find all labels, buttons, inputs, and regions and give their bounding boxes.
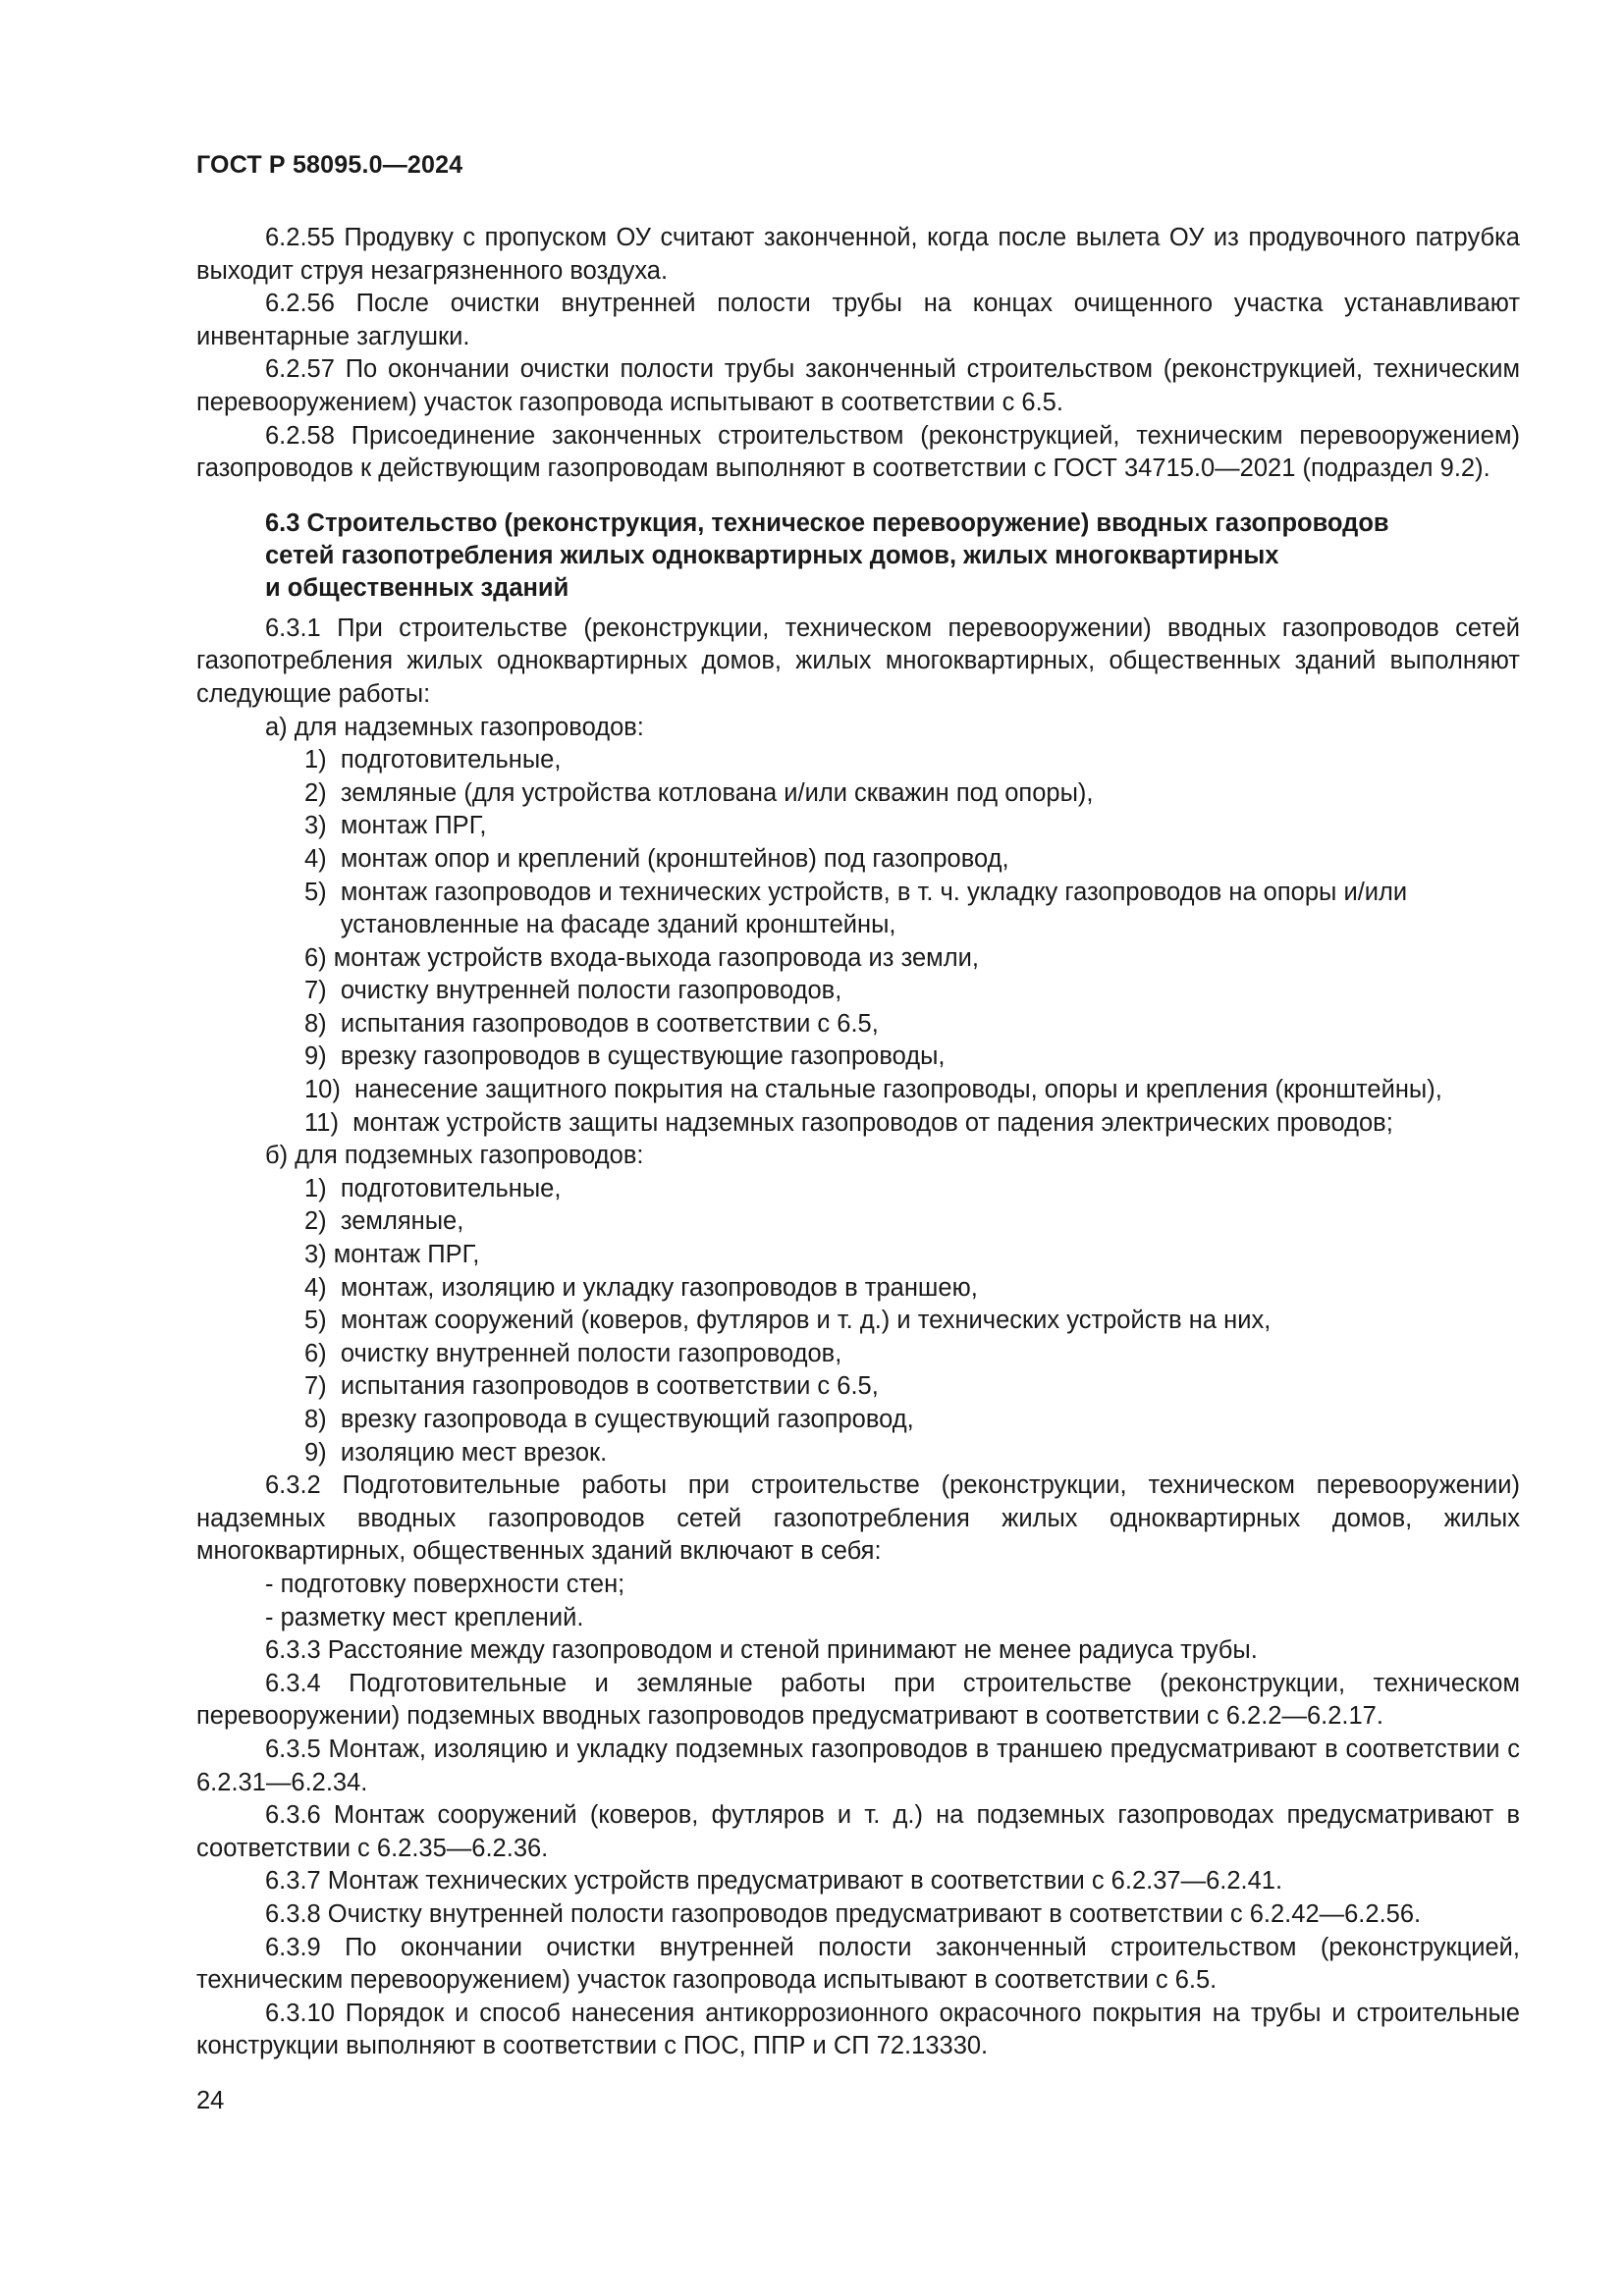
page-number: 24 [196, 2087, 225, 2114]
list-item-number: 6) [304, 1339, 341, 1367]
list-item [304, 1305, 1520, 1338]
list-item-text: нанесение защитного покрытия на стальные газопроводы, опоры и крепления (кронштейны), [354, 1076, 1442, 1104]
paragraph-6-3-9: 6.3.9 По окончании очистки внутренней полости законченный строительством (реконструкцией, техническим перевооружением) участок газопровода испытывают в соответствии с 6.5. [196, 1933, 1520, 1995]
section-heading-line: сетей газопотребления жилых одноквартирных домов, жилых многоквартирных [265, 541, 1279, 569]
list-item-number: 1) [304, 746, 341, 774]
list-item-number: 1) [304, 1174, 341, 1202]
section-heading-line: и общественных зданий [265, 573, 569, 602]
paragraph-6-3-2: 6.3.2 Подготовительные работы при строительстве (реконструкции, техническом перевооружении) надземных вводных газопроводов сетей газопотребления жилых одноквартирных домов, жилых многоквартирных, общественных зданий включают в себя: [196, 1471, 1520, 1566]
list-item [304, 1404, 1520, 1437]
list-item-text: очистку внутренней полости газопроводов, [340, 1339, 842, 1367]
section-heading-line: 6.3 Строительство (реконструкция, техническое перевооружение) вводных газопроводов [265, 508, 1389, 537]
list-item [304, 1437, 1520, 1470]
list-a-label: а) для надземных газопроводов: [265, 713, 644, 741]
list-item-text: врезку газопровода в существующий газопровод, [340, 1406, 914, 1433]
list-item [304, 975, 1520, 1008]
list-item-number: 4) [304, 844, 341, 873]
list-item [304, 1074, 1520, 1107]
list-item [304, 1370, 1520, 1404]
list-item-text: монтаж сооружений (коверов, футляров и т. д.) и технических устройств на них, [340, 1307, 1272, 1335]
document-header: ГОСТ Р 58095.0—2024 [196, 151, 463, 179]
dash-item: - подготовку поверхности стен; [265, 1570, 625, 1598]
paragraph-6-3-8: 6.3.8 Очистку внутренней полости газопроводов предусматривают в соответствии с 6.2.42—6.2.56. [265, 1899, 1422, 1928]
paragraph-6-3-1: 6.3.1 При строительстве (реконструкции, техническом перевооружении) вводных газопроводов сетей газопотребления жилых одноквартирных домов, жилых многоквартирных, общественных зданий выполняют следующие работы: [196, 614, 1520, 708]
paragraph-6-3-5: 6.3.5 Монтаж, изоляцию и укладку подземных газопроводов в траншею предусматривают в соответствии с 6.2.31—6.2.34. [196, 1735, 1520, 1796]
list-item [304, 1205, 1520, 1239]
list-item-text: монтаж, изоляцию и укладку газопроводов в траншею, [340, 1273, 978, 1302]
paragraph-6-3-10: 6.3.10 Порядок и способ нанесения антикоррозионного окрасочного покрытия на трубы и строительные конструкции выполняют в соответствии с ПОС, ППР и СП 72.13330. [196, 1999, 1520, 2060]
list-a [196, 744, 1520, 1140]
list-item-number: 5) [304, 1307, 341, 1335]
list-item [304, 877, 1520, 942]
list-item-number: 4) [304, 1273, 341, 1302]
list-item-number: 5) [304, 878, 341, 906]
list-item-number: 8) [304, 1406, 341, 1433]
list-item [304, 1173, 1520, 1206]
list-item [304, 1041, 1520, 1074]
list-item-text: изоляцию мест врезок. [340, 1438, 608, 1467]
list-item-text: очистку внутренней полости газопроводов, [340, 977, 842, 1005]
list-item-number: 2) [304, 1207, 341, 1236]
list-item [304, 843, 1520, 877]
list-item-number: 7) [304, 1372, 341, 1401]
list-item-text: земляные, [340, 1207, 464, 1236]
list-item-number: 11) [304, 1108, 353, 1137]
list-item [304, 1107, 1520, 1141]
list-item-number: 3) [304, 1241, 334, 1269]
paragraph-6-2-55: 6.2.55 Продувку с пропуском ОУ считают законченной, когда после вылета ОУ из продувочного патрубка выходит струя незагрязненного воздуха. [196, 224, 1520, 285]
paragraph-6-3-6: 6.3.6 Монтаж сооружений (коверов, футляров и т. д.) на подземных газопроводах предусматривают в соответствии с 6.2.35—6.2.36. [196, 1801, 1520, 1862]
list-item-text: подготовительные, [340, 1174, 562, 1202]
paragraph-6-2-57: 6.2.57 По окончании очистки полости трубы законченный строительством (реконструкцией, техническим перевооружением) участок газопровода испытывают в соответствии с 6.5. [196, 355, 1520, 416]
paragraph-6-3-4: 6.3.4 Подготовительные и земляные работы при строительстве (реконструкции, техническом перевооружении) подземных вводных газопроводов предусматривают в соответствии с 6.2.2—6.2.17. [196, 1669, 1520, 1731]
list-item [304, 1239, 1520, 1272]
list-item-text: монтаж опор и креплений (кронштейнов) под газопровод, [340, 844, 1009, 873]
list-item-number: 2) [304, 778, 341, 807]
paragraph-6-2-58: 6.2.58 Присоединение законченных строительством (реконструкцией, техническим перевооружением) газопроводов к действующим газопроводам выполняют в соответствии с ГОСТ 34715.0—2021 (подраздел 9.2). [196, 421, 1520, 483]
list-item [304, 942, 1520, 976]
list-item-text: испытания газопроводов в соответствии с 6.5, [340, 1009, 879, 1038]
paragraph-6-2-56: 6.2.56 После очистки внутренней полости трубы на концах очищенного участка устанавливают инвентарные заглушки. [196, 290, 1520, 350]
list-b-label: б) для подземных газопроводов: [265, 1142, 644, 1170]
list-item-number: 6) [304, 943, 334, 972]
list-item-text: испытания газопроводов в соответствии с 6.5, [340, 1372, 879, 1401]
list-item [304, 1008, 1520, 1041]
dash-item: - разметку мест креплений. [265, 1603, 584, 1631]
list-item-number: 8) [304, 1009, 341, 1038]
list-item [304, 1272, 1520, 1306]
list-item [304, 1338, 1520, 1371]
list-item-text: монтаж устройств входа-выхода газопровода из земли, [333, 943, 979, 972]
list-item-text: врезку газопроводов в существующие газопроводы, [340, 1042, 946, 1071]
list-item-number: 10) [304, 1076, 355, 1104]
paragraph-6-3-3: 6.3.3 Расстояние между газопроводом и стеной принимают не менее радиуса трубы. [265, 1636, 1258, 1665]
list-item-number: 7) [304, 977, 341, 1005]
list-item-text: монтаж устройств защиты надземных газопроводов от падения электрических проводов; [352, 1108, 1393, 1137]
list-item [304, 777, 1520, 811]
list-item-text: земляные (для устройства котлована и/или скважин под опоры), [340, 778, 1094, 807]
paragraph-6-3-7: 6.3.7 Монтаж технических устройств предусматривают в соответствии с 6.2.37—6.2.41. [265, 1867, 1283, 1896]
list-item-number: 9) [304, 1042, 341, 1071]
list-item-text: монтаж ПРГ, [340, 812, 487, 840]
list-item-text: монтаж газопроводов и технических устройств, в т. ч. укладку газопроводов на опоры и/или установленные на фасаде зданий кронштейны, [340, 878, 1408, 939]
document-body [196, 222, 1520, 2063]
list-item-text: подготовительные, [340, 746, 562, 774]
list-item-text: монтаж ПРГ, [333, 1241, 480, 1269]
list-item-number: 9) [304, 1438, 341, 1467]
list-item-number: 3) [304, 812, 341, 840]
list-b [196, 1173, 1520, 1469]
section-heading-6-3 [265, 507, 1520, 605]
list-item [304, 744, 1520, 777]
list-item [304, 810, 1520, 843]
